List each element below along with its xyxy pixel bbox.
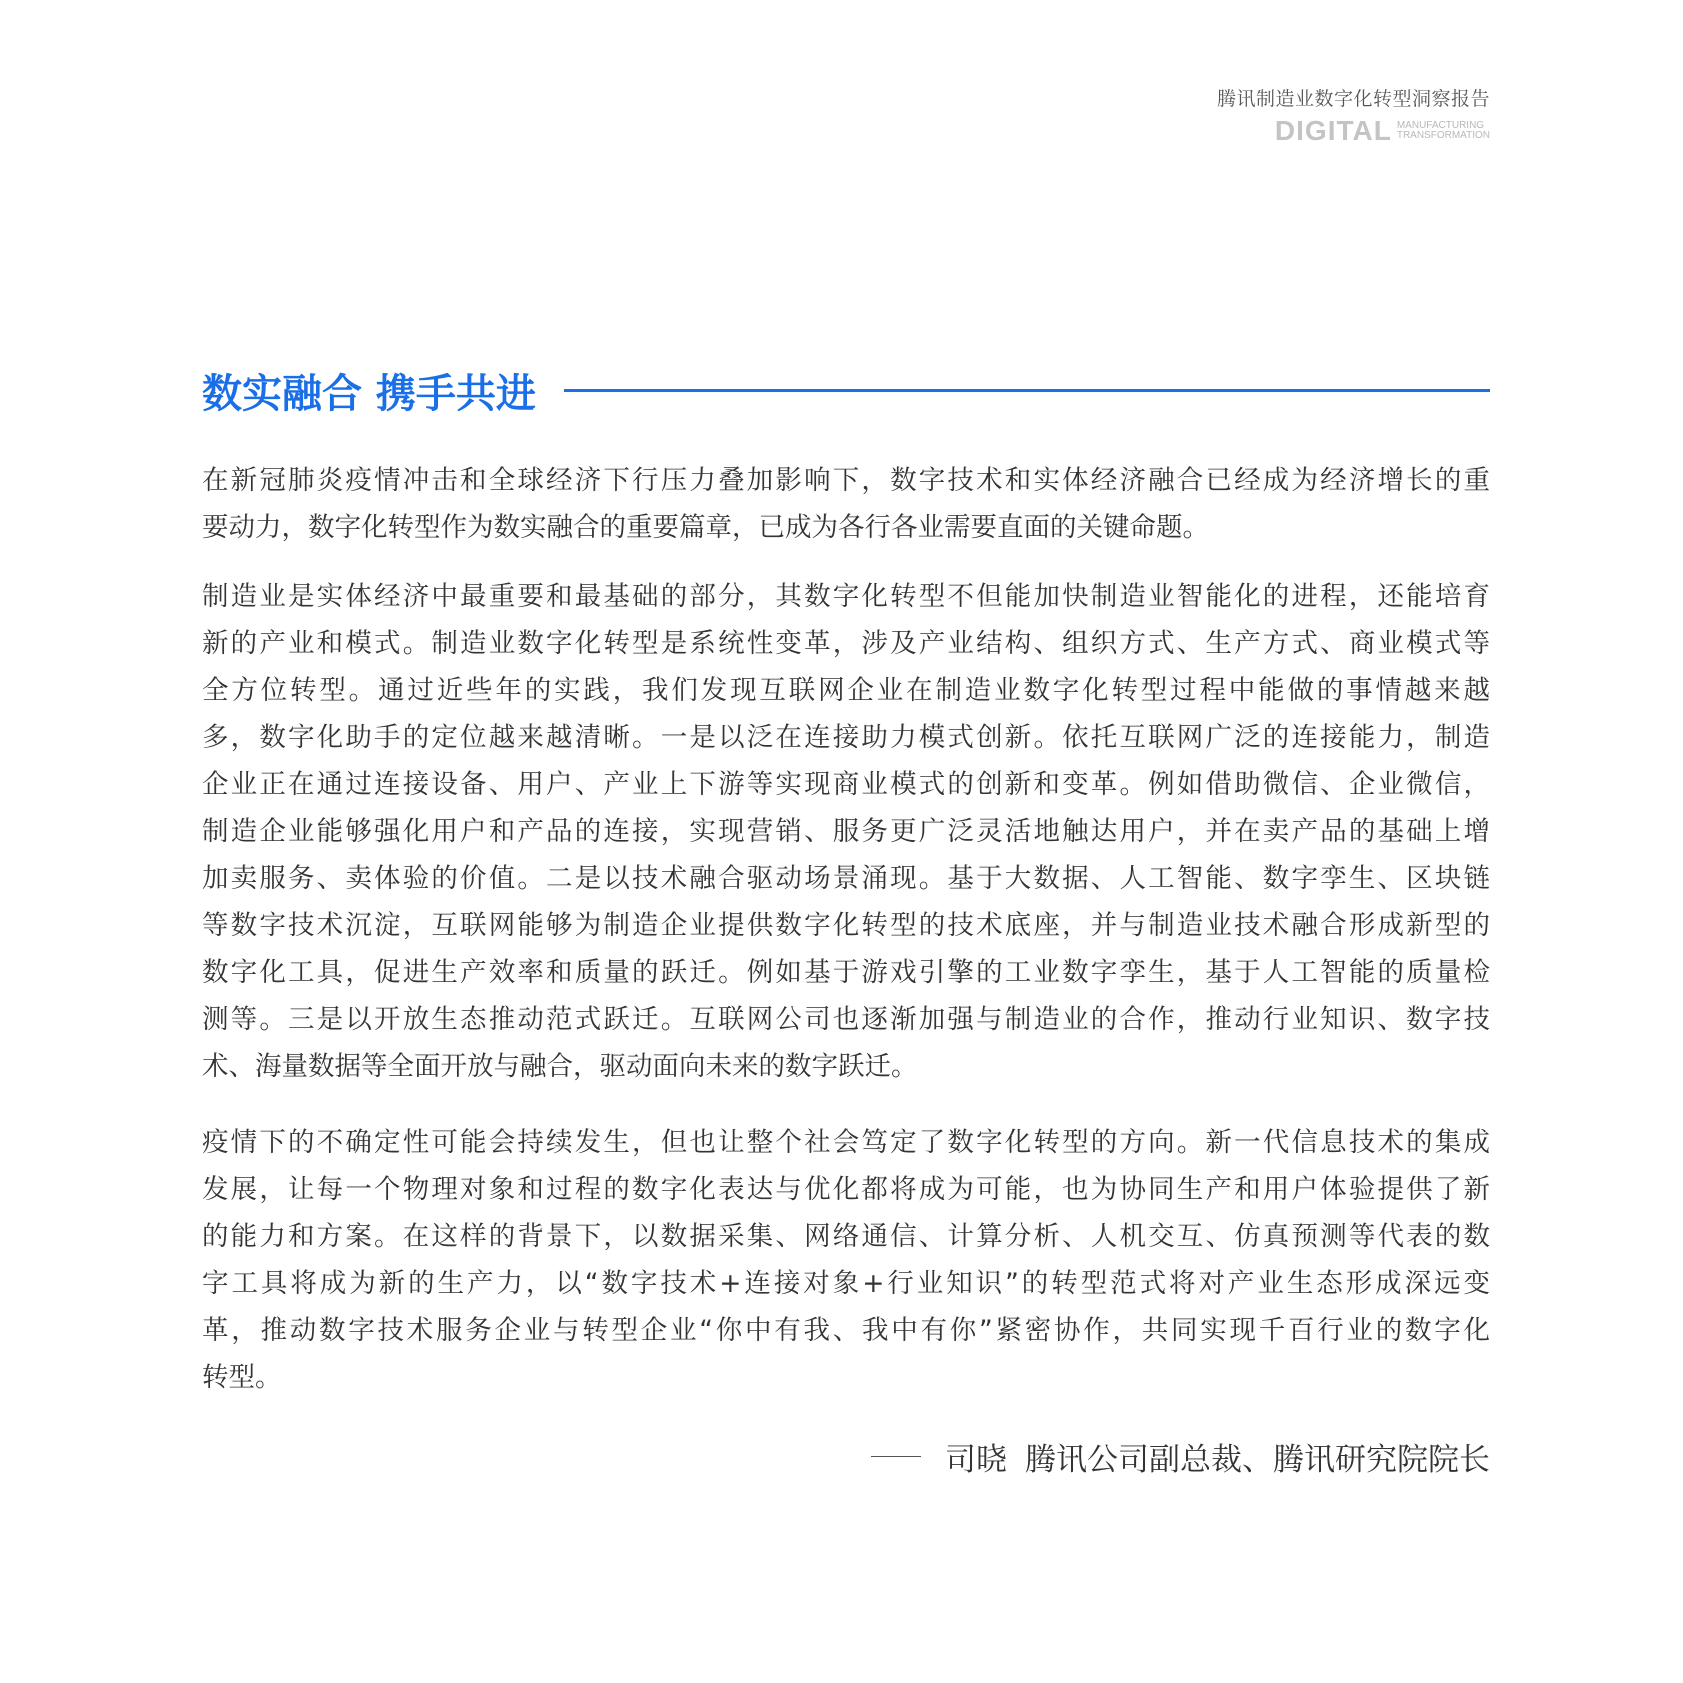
text-line: 疫情下的不确定性可能会持续发生，但也让整个社会笃定了数字化转型的方向。新一代信息技术的集成 — [202, 1127, 1490, 1158]
text-line: 制造业是实体经济中最重要和最基础的部分，其数字化转型不但能加快制造业智能化的进程，还能培育 — [202, 581, 1490, 612]
text-line: 在新冠肺炎疫情冲击和全球经济下行压力叠加影响下，数字技术和实体经济融合已经成为经济增长的重 — [202, 465, 1490, 496]
signature-title: 腾讯公司副总裁、腾讯研究院院长 — [1025, 1442, 1490, 1478]
text-line: 企业正在通过连接设备、用户、产业上下游等实现商业模式的创新和变革。例如借助微信、企业微信， — [202, 769, 1490, 800]
text-line: 发展，让每一个物理对象和过程的数字化表达与优化都将成为可能，也为协同生产和用户体验提供了新 — [202, 1174, 1490, 1205]
logo-sub: MANUFACTURING TRANSFORMATION — [1396, 120, 1490, 141]
signature — [871, 1434, 1490, 1479]
section-title: 数实融合 携手共进 — [202, 371, 536, 417]
text-line: 多，数字化助手的定位越来越清晰。一是以泛在连接助力模式创新。依托互联网广泛的连接能力，制造 — [202, 722, 1490, 753]
paragraph-1 — [202, 457, 1490, 551]
text-line: 制造企业能够强化用户和产品的连接，实现营销、服务更广泛灵活地触达用户，并在卖产品的基础上增 — [202, 816, 1490, 847]
text-line: 要动力，数字化转型作为数实融合的重要篇章，已成为各行各业需要直面的关键命题。 — [202, 512, 1209, 543]
text-line: 的能力和方案。在这样的背景下，以数据采集、网络通信、计算分析、人机交互、仿真预测等代表的数 — [202, 1221, 1490, 1252]
section-heading — [202, 362, 1490, 419]
text-line: 测等。三是以开放生态推动范式跃迁。互联网公司也逐渐加强与制造业的合作，推动行业知识、数字技 — [202, 1004, 1490, 1035]
digital-logo — [1217, 117, 1490, 145]
signature-name: 司晓 — [945, 1442, 1007, 1478]
text-line: 革，推动数字技术服务企业与转型企业“你中有我、我中有你”紧密协作，共同实现千百行业的数字化 — [202, 1315, 1490, 1346]
text-line: 术、海量数据等全面开放与融合，驱动面向未来的数字跃迁。 — [202, 1051, 918, 1082]
text-line: 字工具将成为新的生产力，以“数字技术+连接对象+行业知识”的转型范式将对产业生态形成深远变 — [202, 1268, 1490, 1299]
text-line: 等数字技术沉淀，互联网能够为制造企业提供数字化转型的技术底座，并与制造业技术融合形成新型的 — [202, 910, 1490, 941]
logo-main: DIGITAL — [1274, 115, 1392, 146]
title-divider — [564, 389, 1490, 392]
text-line: 全方位转型。通过近些年的实践，我们发现互联网企业在制造业数字化转型过程中能做的事情越来越 — [202, 675, 1490, 706]
text-line: 转型。 — [202, 1362, 282, 1393]
report-header — [1217, 84, 1490, 145]
text-line: 新的产业和模式。制造业数字化转型是系统性变革，涉及产业结构、组织方式、生产方式、商业模式等 — [202, 628, 1490, 659]
report-title: 腾讯制造业数字化转型洞察报告 — [1216, 88, 1490, 110]
text-line: 加卖服务、卖体验的价值。二是以技术融合驱动场景涌现。基于大数据、人工智能、数字孪生、区块链 — [202, 863, 1490, 894]
paragraph-3 — [202, 1119, 1490, 1401]
paragraph-2 — [202, 573, 1490, 1090]
text-line: 数字化工具，促进生产效率和质量的跃迁。例如基于游戏引擎的工业数字孪生，基于人工智能的质量检 — [202, 957, 1490, 988]
signature-dash — [871, 1456, 921, 1457]
